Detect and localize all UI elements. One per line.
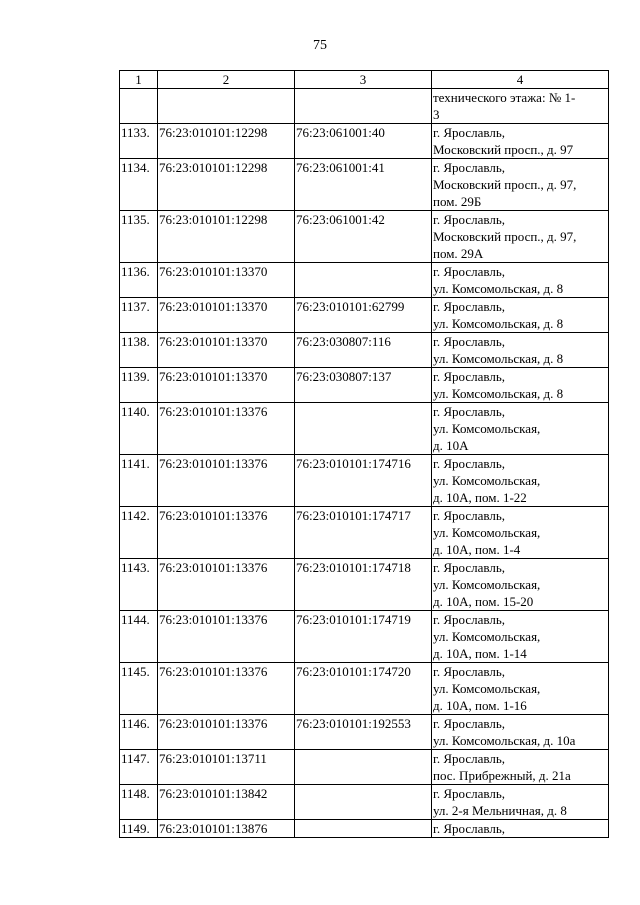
address-line: пом. 29Б	[433, 194, 482, 209]
address-line: г. Ярославль,	[433, 160, 506, 175]
address-line: ул. Комсомольская, д. 10а	[433, 733, 576, 748]
row-number: 1136.	[120, 263, 158, 298]
address-line: Московский просп., д. 97,	[433, 229, 577, 244]
address-line: д. 10А	[433, 438, 469, 453]
cadastral-number-building: 76:23:010101:13370	[158, 333, 295, 368]
cadastral-number-building	[158, 89, 295, 124]
row-number: 1148.	[120, 785, 158, 820]
table-row	[120, 368, 609, 403]
address-line: г. Ярославль,	[433, 560, 506, 575]
address-line: ул. Комсомольская,	[433, 577, 541, 592]
row-number: 1142.	[120, 507, 158, 559]
cadastral-number-premises: 76:23:010101:174718	[295, 559, 432, 611]
address-line: г. Ярославль,	[433, 212, 506, 227]
address-line: пом. 29А	[433, 246, 484, 261]
table-row	[120, 298, 609, 333]
table-row	[120, 611, 609, 663]
cadastral-number-building: 76:23:010101:13876	[158, 820, 295, 838]
cadastral-number-premises	[295, 820, 432, 838]
table-row	[120, 403, 609, 455]
address-line: ул. 2-я Мельничная, д. 8	[433, 803, 567, 818]
cadastral-number-premises: 76:23:010101:174716	[295, 455, 432, 507]
address-line: г. Ярославль,	[433, 369, 506, 384]
cadastral-number-premises: 76:23:030807:137	[295, 368, 432, 403]
table-row	[120, 124, 609, 159]
column-header-2: 2	[158, 71, 295, 89]
address-cell	[432, 403, 609, 455]
address-line: д. 10А, пом. 15-20	[433, 594, 534, 609]
address-line: Московский просп., д. 97	[433, 142, 574, 157]
cadastral-number-building: 76:23:010101:13376	[158, 403, 295, 455]
address-cell	[432, 715, 609, 750]
cadastral-number-premises: 76:23:010101:174719	[295, 611, 432, 663]
address-line: г. Ярославль,	[433, 716, 506, 731]
address-cell	[432, 455, 609, 507]
cadastral-number-premises: 76:23:010101:192553	[295, 715, 432, 750]
address-cell	[432, 159, 609, 211]
cadastral-number-building: 76:23:010101:13376	[158, 455, 295, 507]
cadastral-number-premises	[295, 263, 432, 298]
registry-table	[119, 70, 609, 838]
cadastral-number-premises	[295, 785, 432, 820]
row-number: 1145.	[120, 663, 158, 715]
table-row	[120, 263, 609, 298]
cadastral-number-premises	[295, 750, 432, 785]
address-line: пос. Прибрежный, д. 21а	[433, 768, 571, 783]
column-header-1: 1	[120, 71, 158, 89]
address-cell	[432, 663, 609, 715]
row-number: 1141.	[120, 455, 158, 507]
address-line: г. Ярославль,	[433, 612, 506, 627]
row-number: 1133.	[120, 124, 158, 159]
table-row	[120, 785, 609, 820]
address-line: г. Ярославль,	[433, 664, 506, 679]
address-line: г. Ярославль,	[433, 456, 506, 471]
cadastral-number-building: 76:23:010101:13370	[158, 263, 295, 298]
cadastral-number-building: 76:23:010101:13376	[158, 663, 295, 715]
row-number: 1149.	[120, 820, 158, 838]
table-row	[120, 89, 609, 124]
address-line: ул. Комсомольская,	[433, 681, 541, 696]
address-cell	[432, 559, 609, 611]
cadastral-number-building: 76:23:010101:13370	[158, 298, 295, 333]
table-row	[120, 663, 609, 715]
table-row	[120, 750, 609, 785]
address-line: г. Ярославль,	[433, 264, 506, 279]
cadastral-number-premises	[295, 89, 432, 124]
address-cell	[432, 211, 609, 263]
address-cell	[432, 820, 609, 838]
row-number: 1139.	[120, 368, 158, 403]
address-cell	[432, 263, 609, 298]
table-row	[120, 559, 609, 611]
address-line: ул. Комсомольская,	[433, 421, 541, 436]
table-body	[120, 89, 609, 838]
row-number: 1138.	[120, 333, 158, 368]
table-row	[120, 333, 609, 368]
table-row	[120, 507, 609, 559]
column-header-3: 3	[295, 71, 432, 89]
address-line: г. Ярославль,	[433, 299, 506, 314]
cadastral-number-premises: 76:23:030807:116	[295, 333, 432, 368]
page-number: 75	[313, 38, 327, 53]
address-cell	[432, 750, 609, 785]
table-row	[120, 159, 609, 211]
cadastral-number-building: 76:23:010101:13376	[158, 611, 295, 663]
address-line: д. 10А, пом. 1-14	[433, 646, 527, 661]
row-number: 1137.	[120, 298, 158, 333]
table-row	[120, 211, 609, 263]
address-line: г. Ярославль,	[433, 404, 506, 419]
address-line: г. Ярославль,	[433, 334, 506, 349]
address-cell	[432, 124, 609, 159]
address-cell	[432, 298, 609, 333]
column-header-4: 4	[432, 71, 609, 89]
row-number: 1143.	[120, 559, 158, 611]
cadastral-number-building: 76:23:010101:12298	[158, 124, 295, 159]
address-line: д. 10А, пом. 1-4	[433, 542, 521, 557]
row-number: 1135.	[120, 211, 158, 263]
address-line: ул. Комсомольская,	[433, 473, 541, 488]
address-cell	[432, 333, 609, 368]
address-line: Московский просп., д. 97,	[433, 177, 577, 192]
cadastral-number-building: 76:23:010101:13842	[158, 785, 295, 820]
address-line: г. Ярославль,	[433, 125, 506, 140]
cadastral-number-building: 76:23:010101:13376	[158, 507, 295, 559]
address-line: г. Ярославль,	[433, 821, 506, 836]
cadastral-number-building: 76:23:010101:12298	[158, 211, 295, 263]
table-row	[120, 455, 609, 507]
cadastral-number-premises: 76:23:010101:174717	[295, 507, 432, 559]
cadastral-number-premises: 76:23:061001:42	[295, 211, 432, 263]
cadastral-number-premises: 76:23:061001:41	[295, 159, 432, 211]
address-line: ул. Комсомольская,	[433, 525, 541, 540]
address-cell	[432, 507, 609, 559]
cadastral-number-building: 76:23:010101:13370	[158, 368, 295, 403]
address-cell	[432, 611, 609, 663]
row-number: 1140.	[120, 403, 158, 455]
address-line: г. Ярославль,	[433, 786, 506, 801]
table-row	[120, 715, 609, 750]
cadastral-number-premises	[295, 403, 432, 455]
address-cell	[432, 368, 609, 403]
address-line: г. Ярославль,	[433, 508, 506, 523]
address-line: д. 10А, пом. 1-22	[433, 490, 527, 505]
address-line: ул. Комсомольская, д. 8	[433, 316, 564, 331]
cadastral-number-building: 76:23:010101:13376	[158, 715, 295, 750]
address-cell	[432, 89, 609, 124]
cadastral-number-premises: 76:23:010101:62799	[295, 298, 432, 333]
cadastral-number-premises: 76:23:061001:40	[295, 124, 432, 159]
row-number: 1144.	[120, 611, 158, 663]
cadastral-number-premises: 76:23:010101:174720	[295, 663, 432, 715]
address-line: 3	[433, 107, 440, 122]
cadastral-number-building: 76:23:010101:13376	[158, 559, 295, 611]
cadastral-number-building: 76:23:010101:13711	[158, 750, 295, 785]
row-number: 1146.	[120, 715, 158, 750]
address-line: ул. Комсомольская,	[433, 629, 541, 644]
address-line: ул. Комсомольская, д. 8	[433, 386, 564, 401]
header-row	[120, 71, 609, 89]
address-line: д. 10А, пом. 1-16	[433, 698, 527, 713]
address-cell	[432, 785, 609, 820]
row-number: 1147.	[120, 750, 158, 785]
table-row	[120, 820, 609, 838]
row-number	[120, 89, 158, 124]
address-line: технического этажа: № 1-	[433, 90, 576, 105]
address-line: ул. Комсомольская, д. 8	[433, 351, 564, 366]
address-line: г. Ярославль,	[433, 751, 506, 766]
row-number: 1134.	[120, 159, 158, 211]
cadastral-number-building: 76:23:010101:12298	[158, 159, 295, 211]
address-line: ул. Комсомольская, д. 8	[433, 281, 564, 296]
